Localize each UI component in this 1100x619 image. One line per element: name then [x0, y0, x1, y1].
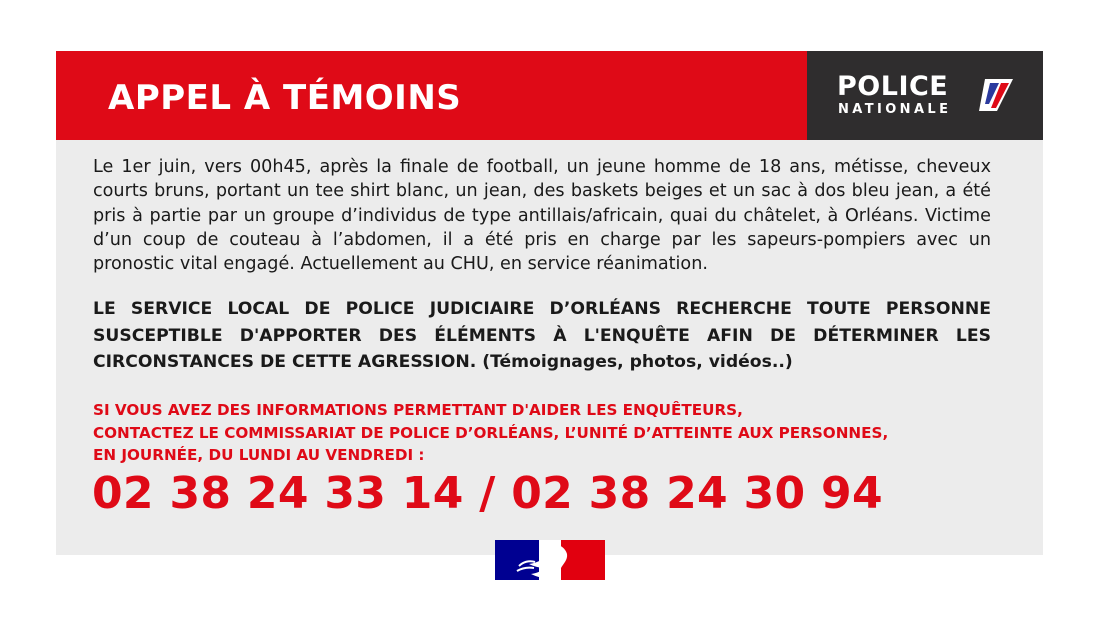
logo-text-police: POLICE [837, 71, 949, 102]
police-nationale-tricolor-icon [975, 77, 1015, 113]
logo-text-nationale: NATIONALE [838, 102, 952, 117]
contact-line: CONTACTEZ LE COMMISSARIAT DE POLICE D’ORLÉANS, L’UNITÉ D’ATTEINTE AUX PERSONNES, [93, 423, 889, 442]
marianne-republique-francaise-icon [495, 540, 605, 580]
header-banner [56, 51, 807, 140]
police-nationale-logo [807, 51, 1043, 140]
page-title: APPEL À TÉMOINS [108, 78, 462, 118]
incident-description: Le 1er juin, vers 00h45, après la finale de football, un jeune homme de 18 ans, métisse, cheveux courts bruns, portant un tee shirt blanc, un jean, des baskets beiges et un sac à dos bleu jean, a été pris à partie par un groupe d’individus de type antillais/africain, quai du châtelet, à Orléans. Victime d’un coup de couteau à l’abdomen, il a été pris en charge par les sapeurs-pompiers avec un pronostic vital engagé. Actuellement au CHU, en service réanimation. [93, 157, 991, 275]
appeal-card [56, 51, 1043, 555]
appeal-statement: LE SERVICE LOCAL DE POLICE JUDICIAIRE D’ORLÉANS RECHERCHE TOUTE PERSONNE SUSCEPTIBLE D'APPORTER DES ÉLÉMENTS À L'ENQUÊTE AFIN DE DÉTERMINER LES CIRCONSTANCES DE CETTE AGRESSION. (Témoignages, photos, vidéos..) [93, 299, 991, 372]
contact-instructions [93, 399, 998, 467]
phone-numbers: 02 38 24 33 14 / 02 38 24 30 94 [92, 468, 883, 519]
contact-line: EN JOURNÉE, DU LUNDI AU VENDREDI : [93, 446, 425, 464]
contact-line: SI VOUS AVEZ DES INFORMATIONS PERMETTANT D'AIDER LES ENQUÊTEURS, [93, 401, 743, 419]
